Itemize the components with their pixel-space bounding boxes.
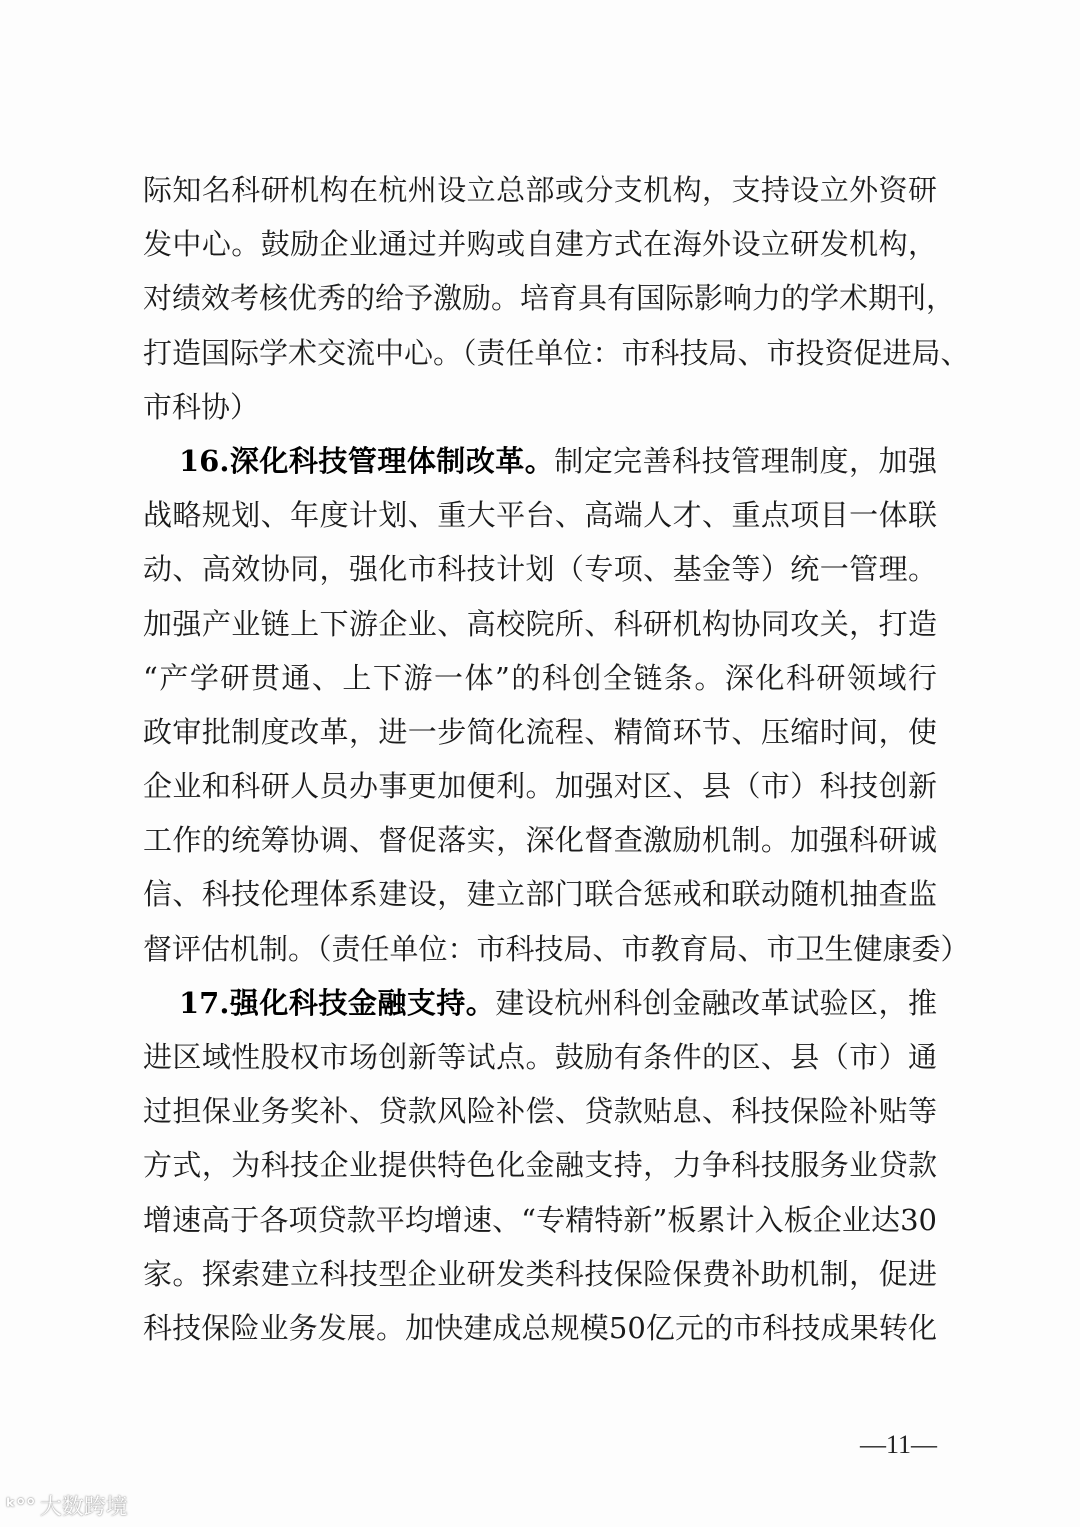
- text-line: [143, 597, 937, 651]
- text-line: [143, 1193, 937, 1247]
- line-text: 科技保险业务发展。加快建成总规模50亿元的市科技成果转化: [143, 1310, 937, 1345]
- watermark: [6, 1490, 128, 1521]
- line-text: 制定完善科技管理制度，加强: [554, 443, 937, 478]
- section-title: 17.强化科技金融支持。: [179, 985, 496, 1020]
- line-text: 督评估机制。（责任单位：市科技局、市教育局、市卫生健康委）: [143, 931, 970, 966]
- line-text: 家。探索建立科技型企业研发类科技保险保费补助机制，促进: [143, 1256, 937, 1291]
- text-line: [143, 1084, 937, 1138]
- text-line: [143, 271, 956, 325]
- line-text: 发中心。鼓励企业通过并购或自建方式在海外设立研发机构，: [143, 227, 937, 262]
- line-text: 加强产业链上下游企业、高校院所、科研机构协同攻关，打造: [143, 606, 937, 641]
- text-line: [143, 217, 937, 271]
- line-text: 际知名科研机构在杭州设立总部或分支机构，支持设立外资研: [143, 173, 937, 207]
- text-line: [143, 1247, 937, 1301]
- line-text: 政审批制度改革，进一步简化流程、精简环节、压缩时间，使: [143, 714, 937, 749]
- line-text: 信、科技伦理体系建设，建立部门联合惩戒和联动随机抽查监: [143, 877, 937, 912]
- text-line: [143, 488, 937, 542]
- line-text: 战略规划、年度计划、重大平台、高端人才、重点项目一体联: [143, 498, 937, 533]
- text-line: [143, 163, 937, 217]
- line-text: 动、高效协同，强化市科技计划（专项、基金等）统一管理。: [143, 552, 937, 587]
- text-line: [143, 922, 970, 976]
- text-line: [143, 705, 937, 759]
- page-number: —11—: [860, 1430, 938, 1459]
- line-text: 企业和科研人员办事更加便利。加强对区、县（市）科技创新: [143, 769, 937, 804]
- line-text: 打造国际学术交流中心。（责任单位：市科技局、市投资促进局、: [143, 335, 970, 370]
- line-text: 对绩效考核优秀的给予激励。培育具有国际影响力的学术期刊，: [143, 281, 956, 316]
- text-line: [143, 1030, 937, 1084]
- line-text: 进区域性股权市场创新等试点。鼓励有条件的区、县（市）通: [143, 1040, 937, 1074]
- line-text: 建设杭州科创金融改革试验区，推: [495, 985, 937, 1020]
- line-text: 工作的统筹协调、督促落实，深化督查激励机制。加强科研诚: [143, 823, 937, 858]
- line-text: 增速高于各项贷款平均增速、“专精特新”板累计入板企业达30: [143, 1202, 937, 1237]
- watermark-logo-icon: ᵏ°°: [6, 1493, 36, 1518]
- text-line: [143, 651, 937, 705]
- text-line: [143, 1301, 937, 1355]
- text-line: [143, 1138, 937, 1192]
- line-text: 市科协）: [143, 389, 260, 424]
- body-text: [143, 163, 970, 1355]
- line-text: “产学研贯通、上下游一体”的科创全链条。深化科研领域行: [143, 660, 937, 695]
- text-line: [143, 542, 937, 596]
- line-text: 过担保业务奖补、贷款风险补偿、贷款贴息、科技保险补贴等: [143, 1094, 937, 1129]
- section-heading-line: [143, 434, 937, 488]
- section-title: 16.深化科技管理体制改革。: [179, 443, 555, 478]
- text-line: [143, 326, 970, 380]
- watermark-text: 大数跨境: [39, 1495, 128, 1520]
- section-heading-line: [143, 976, 937, 1030]
- text-line: [143, 867, 937, 921]
- text-line: [143, 759, 937, 813]
- text-line: [143, 380, 937, 434]
- text-line: [143, 813, 937, 867]
- line-text: 方式，为科技企业提供特色化金融支持，力争科技服务业贷款: [143, 1148, 937, 1183]
